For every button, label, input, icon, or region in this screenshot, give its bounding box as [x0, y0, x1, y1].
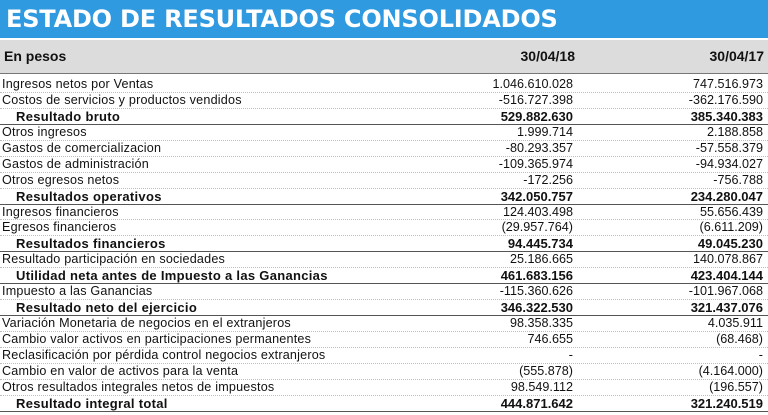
row-label: Cambio en valor de activos para la venta: [2, 363, 239, 378]
subtotal-row: [0, 300, 768, 316]
value-2018: 94.445.734: [507, 236, 573, 252]
value-2018: 346.322.530: [500, 300, 573, 316]
row-label: Resultados financieros: [16, 236, 166, 252]
row-label: Otros resultados integrales netos de impuestos: [2, 379, 275, 394]
row-label: Reclasificación por pérdida control negocios extranjeros: [2, 347, 326, 362]
table-row: [0, 220, 768, 236]
table-row: [0, 141, 768, 157]
row-label: Resultados operativos: [16, 188, 162, 204]
value-2018: -516.727.398: [498, 92, 573, 107]
value-2017: -362.176.590: [688, 92, 763, 107]
row-label: Costos de servicios y productos vendidos: [2, 92, 242, 107]
value-2017: (6.611.209): [699, 220, 763, 235]
subtotal-row: [0, 396, 768, 412]
value-2017: 321.437.076: [690, 300, 763, 316]
value-2018: 1.046.610.028: [492, 77, 573, 91]
table-row: [0, 93, 768, 109]
row-label: Gastos de administración: [2, 156, 149, 171]
table-row: [0, 284, 768, 300]
row-label: Resultado neto del ejercicio: [16, 300, 198, 316]
value-2018: 98.358.335: [509, 316, 573, 331]
subtotal-row: [0, 109, 768, 125]
table-row: [0, 252, 768, 268]
row-label: Resultado integral total: [16, 395, 168, 411]
table-row: [0, 316, 768, 332]
value-2017: 747.516.973: [692, 77, 763, 91]
value-2018: -115.360.626: [499, 284, 573, 299]
value-2017: 49.045.230: [697, 236, 763, 252]
value-2018: 124.403.498: [502, 204, 573, 219]
value-2018: -80.293.357: [505, 140, 573, 155]
value-2017: (4.164.000): [698, 363, 763, 378]
row-label: Impuesto a las Ganancias: [2, 284, 153, 299]
header-label: En pesos: [4, 48, 67, 64]
value-2017: 55.656.439: [699, 204, 763, 219]
row-label: Ingresos netos por Ventas: [2, 77, 154, 91]
value-2017: -101.967.068: [688, 284, 763, 299]
value-2017: 2.188.858: [706, 124, 763, 139]
table-row: [0, 380, 768, 396]
value-2017: (196.557): [709, 379, 763, 394]
page-title: ESTADO DE RESULTADOS CONSOLIDADOS: [6, 5, 558, 33]
value-2018: 461.683.156: [500, 268, 573, 284]
header-col-2017: 30/04/17: [709, 48, 764, 64]
table-row: [0, 125, 768, 141]
row-label: Egresos financieros: [2, 220, 117, 235]
value-2018: 25.186.665: [509, 252, 573, 267]
row-label: Cambio valor activos en participaciones permanentes: [2, 332, 312, 346]
value-2017: 321.240.519: [690, 395, 763, 411]
value-2018: 746.655: [527, 332, 573, 346]
header-col-2018: 30/04/18: [520, 48, 575, 64]
table-row: [0, 364, 768, 380]
value-2017: 385.340.383: [690, 108, 763, 124]
value-2017: 4.035.911: [707, 316, 763, 331]
value-2018: 1.999.714: [516, 124, 573, 139]
table-row: [0, 173, 768, 189]
value-2018: (29.957.764): [501, 220, 573, 235]
row-label: Otros ingresos: [2, 124, 87, 139]
row-label: Resultado bruto: [16, 108, 121, 124]
value-2018: (555.878): [519, 363, 573, 378]
value-2018: 529.882.630: [500, 108, 573, 124]
value-2018: 342.050.757: [500, 188, 573, 204]
subtotal-row: [0, 236, 768, 252]
value-2017: -: [758, 347, 763, 362]
value-2018: -172.256: [523, 172, 573, 187]
value-2017: (68.468): [716, 332, 763, 346]
row-label: Resultado participación en sociedades: [2, 252, 226, 267]
value-2017: -94.934.027: [695, 156, 763, 171]
table-header: [0, 40, 768, 74]
row-label: Otros egresos netos: [2, 172, 120, 187]
value-2018: -109.365.974: [498, 156, 573, 171]
value-2017: 140.078.867: [692, 252, 763, 267]
value-2017: -756.788: [713, 172, 763, 187]
value-2017: 423.404.144: [690, 268, 763, 284]
value-2018: 98.549.112: [510, 379, 573, 394]
value-2018: -: [568, 347, 573, 362]
table-row: [0, 157, 768, 173]
row-label: Gastos de comercializacion: [2, 140, 162, 155]
table-row: [0, 205, 768, 221]
value-2017: -57.558.379: [695, 140, 763, 155]
row-label: Ingresos financieros: [2, 204, 119, 219]
subtotal-row: [0, 189, 768, 205]
row-label: Utilidad neta antes de Impuesto a las Ganancias: [16, 268, 328, 284]
subtotal-row: [0, 268, 768, 284]
row-label: Variación Monetaria de negocios en el extranjeros: [2, 316, 291, 331]
results-table: [0, 77, 768, 412]
value-2017: 234.280.047: [690, 188, 763, 204]
value-2018: 444.871.642: [500, 395, 573, 411]
table-row: [0, 348, 768, 364]
table-row: [0, 77, 768, 93]
title-banner: [0, 0, 768, 38]
table-row: [0, 332, 768, 348]
